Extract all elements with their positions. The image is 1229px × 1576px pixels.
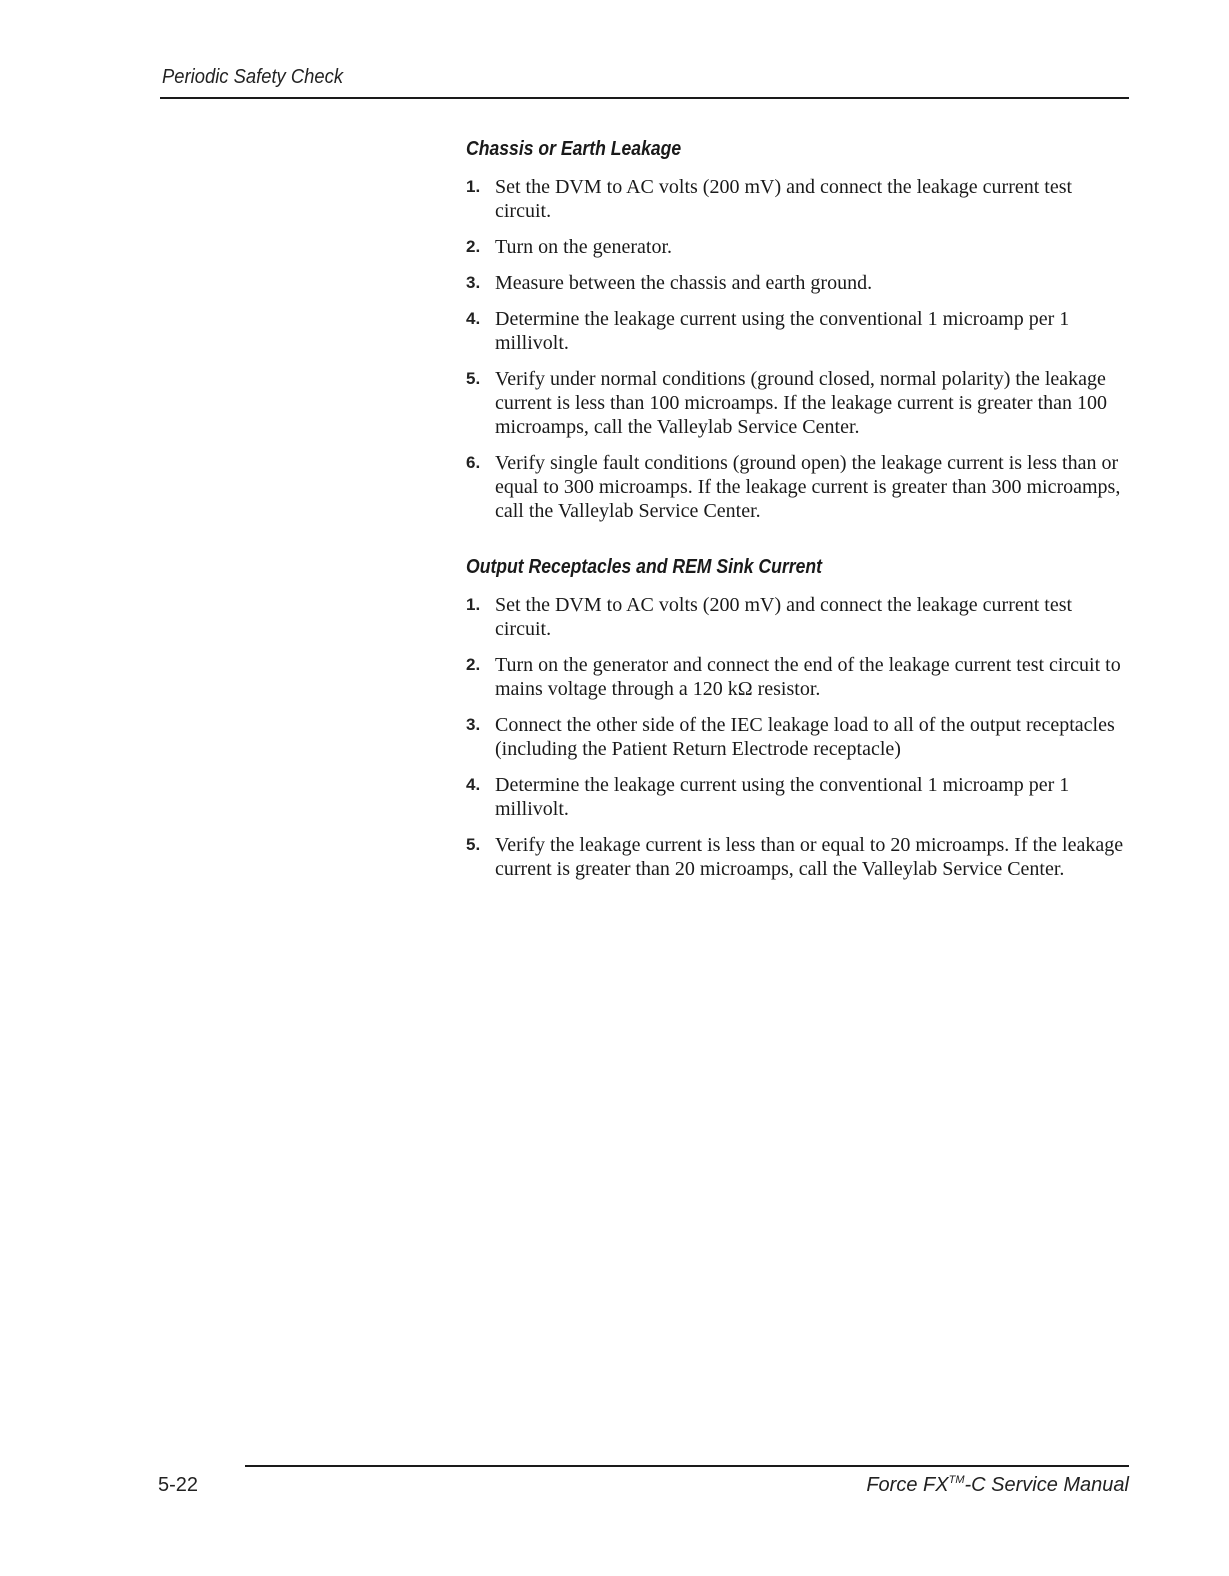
- section-heading: Chassis or Earth Leakage: [466, 138, 682, 160]
- list-item: [466, 653, 1129, 701]
- trademark-mark: TM: [948, 1474, 965, 1486]
- step-number: 4.: [466, 309, 481, 328]
- step-number: 3.: [466, 715, 481, 734]
- section-output-receptacles: [466, 556, 1129, 893]
- list-item: [466, 307, 1129, 355]
- step-text: Verify single fault conditions (ground open) the leakage current is less than or equal to 300 microamps. If the leakage current is greater than 300 microamps, call the Valleylab Service Center.: [495, 452, 1121, 522]
- section-heading: Output Receptacles and REM Sink Current: [466, 556, 822, 578]
- step-number: 6.: [466, 453, 481, 472]
- step-number: 2.: [466, 237, 481, 256]
- list-item: [466, 175, 1129, 223]
- step-text: Determine the leakage current using the conventional 1 microamp per 1 millivolt.: [495, 308, 1070, 354]
- step-number: 2.: [466, 655, 481, 674]
- step-number: 1.: [466, 177, 481, 196]
- list-item: [466, 773, 1129, 821]
- list-item: [466, 833, 1129, 881]
- list-item: [466, 713, 1129, 761]
- footer-divider: [245, 1465, 1129, 1467]
- step-text: Set the DVM to AC volts (200 mV) and connect the leakage current test circuit.: [495, 594, 1073, 640]
- header-divider: [160, 97, 1129, 99]
- manual-title-prefix: Force FX: [866, 1474, 949, 1496]
- step-text: Determine the leakage current using the conventional 1 microamp per 1 millivolt.: [495, 774, 1070, 820]
- step-number: 4.: [466, 775, 481, 794]
- running-header: Periodic Safety Check: [162, 66, 344, 88]
- step-text: Measure between the chassis and earth ground.: [495, 272, 873, 294]
- step-number: 3.: [466, 273, 481, 292]
- list-item: [466, 451, 1129, 523]
- step-text: Turn on the generator and connect the end of the leakage current test circuit to mains voltage through a 120 kΩ resistor.: [495, 654, 1121, 700]
- step-text: Set the DVM to AC volts (200 mV) and connect the leakage current test circuit.: [495, 176, 1073, 222]
- list-item: [466, 271, 1129, 295]
- section-chassis-earth-leakage: [466, 138, 1129, 535]
- manual-title: [866, 1474, 1129, 1497]
- step-text: Verify the leakage current is less than or equal to 20 microamps. If the leakage current is greater than 20 microamps, call the Valleylab Service Center.: [495, 834, 1124, 880]
- step-text: Turn on the generator.: [495, 236, 673, 258]
- step-text: Verify under normal conditions (ground closed, normal polarity) the leakage current is less than 100 microamps. If the leakage current is greater than 100 microamps, call the Valleylab Service Center.: [495, 368, 1108, 438]
- step-number: 5.: [466, 835, 481, 854]
- page-number: 5-22: [158, 1474, 199, 1496]
- step-text: Connect the other side of the IEC leakage load to all of the output receptacles (including the Patient Return Electrode receptacle): [495, 714, 1115, 760]
- step-number: 5.: [466, 369, 481, 388]
- manual-title-suffix: -C Service Manual: [964, 1474, 1129, 1496]
- step-number: 1.: [466, 595, 481, 614]
- list-item: [466, 367, 1129, 439]
- list-item: [466, 235, 1129, 259]
- list-item: [466, 593, 1129, 641]
